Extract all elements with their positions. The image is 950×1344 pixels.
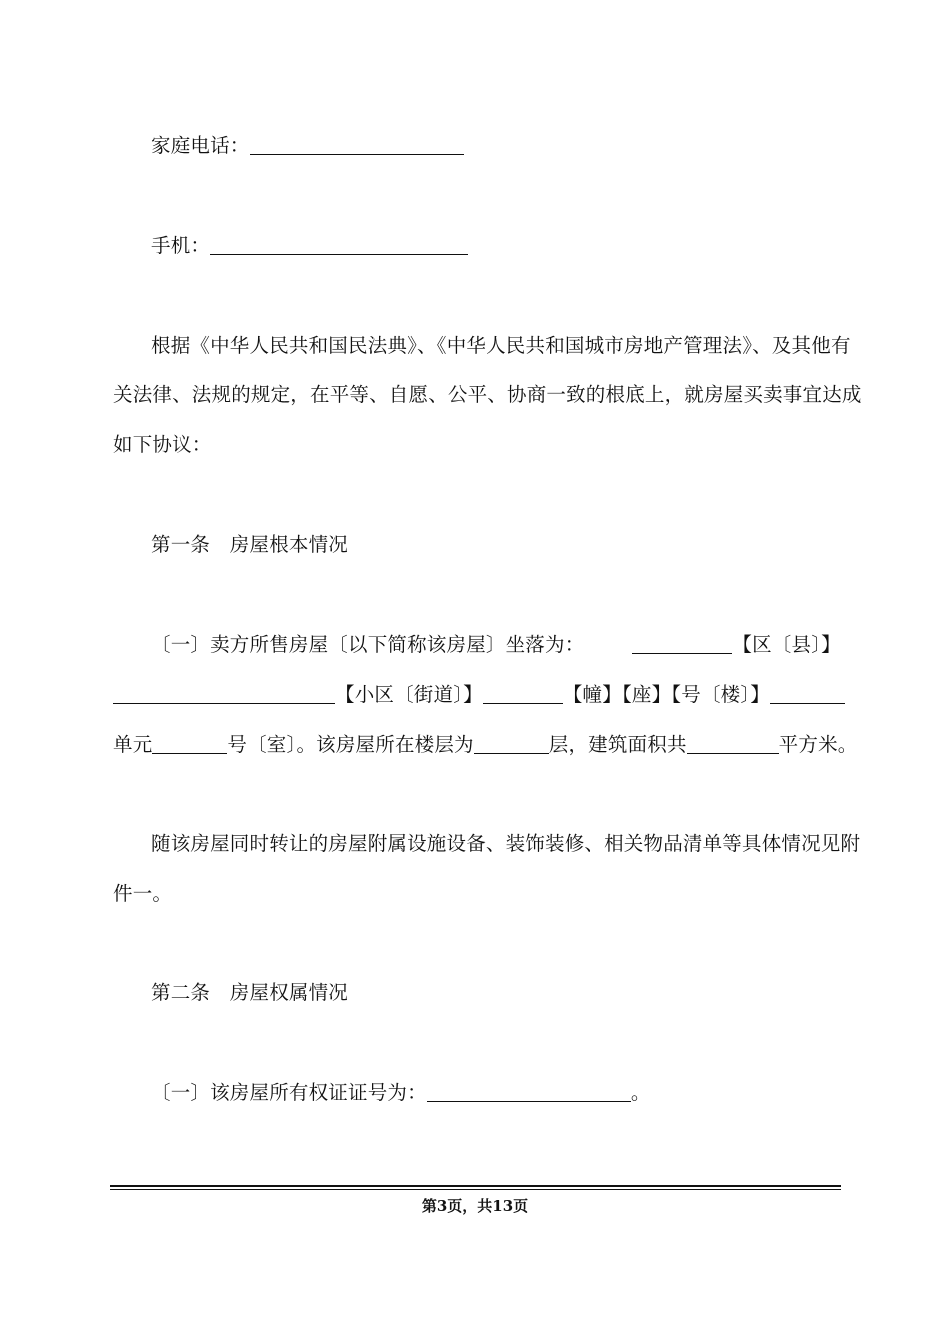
district-blank bbox=[632, 634, 732, 655]
mobile-blank bbox=[210, 235, 468, 256]
mobile-label: 手机： bbox=[151, 234, 211, 257]
preamble-line-3: 如下协议： bbox=[113, 433, 212, 456]
article-1-item-1-line-2 bbox=[113, 679, 845, 707]
certificate-suffix: 。 bbox=[630, 1081, 651, 1104]
footer-rule-thin bbox=[110, 1189, 841, 1190]
article-2-title: 第二条 房屋权属情况 bbox=[151, 981, 349, 1004]
home-phone-blank bbox=[250, 135, 464, 156]
unit-blank bbox=[770, 684, 845, 705]
article-2-item-1 bbox=[151, 1077, 651, 1105]
preamble-line-1: 根据《中华人民共和国民法典》、《中华人民共和国城市房地产管理法》、及其他有 bbox=[151, 334, 851, 357]
page-number: 第3页，共13页 bbox=[421, 1197, 529, 1215]
community-label: 【小区〔街道〕】 bbox=[335, 683, 483, 706]
preamble-line-2: 关法律、法规的规定，在平等、自愿、公平、协商一致的根底上，就房屋买卖事宜达成 bbox=[113, 383, 862, 406]
article-1-title: 第一条 房屋根本情况 bbox=[151, 533, 349, 556]
certificate-prefix: 〔一〕该房屋所有权证证号为： bbox=[151, 1081, 427, 1104]
building-blank bbox=[483, 684, 563, 705]
home-phone-label: 家庭电话： bbox=[151, 134, 250, 157]
district-label: 【区〔县〕】 bbox=[732, 633, 841, 656]
room-blank bbox=[152, 734, 227, 755]
article-1-item-1-line-1 bbox=[151, 629, 841, 657]
footer-rule-thick bbox=[110, 1185, 841, 1187]
article-1-item-1-line-3 bbox=[113, 729, 857, 757]
certificate-blank bbox=[427, 1082, 631, 1103]
building-label: 【幢】【座】【号〔楼〕】 bbox=[562, 683, 771, 706]
appendix-line-2: 件一。 bbox=[113, 882, 173, 905]
sqm-label: 平方米。 bbox=[778, 733, 858, 756]
floor-area-label: 层，建筑面积共 bbox=[548, 733, 687, 756]
unit-label: 单元 bbox=[113, 733, 153, 756]
appendix-line-1: 随该房屋同时转让的房屋附属设施设备、装饰装修、相关物品清单等具体情况见附 bbox=[151, 832, 861, 855]
room-label: 号〔室〕。该房屋所在楼层为 bbox=[227, 733, 474, 756]
location-prefix: 〔一〕卖方所售房屋〔以下简称该房屋〕坐落为： bbox=[151, 633, 585, 656]
area-blank bbox=[687, 734, 779, 755]
mobile-line bbox=[151, 230, 468, 258]
community-blank bbox=[113, 684, 335, 705]
home-phone-line bbox=[151, 130, 464, 158]
floor-blank bbox=[474, 734, 549, 755]
